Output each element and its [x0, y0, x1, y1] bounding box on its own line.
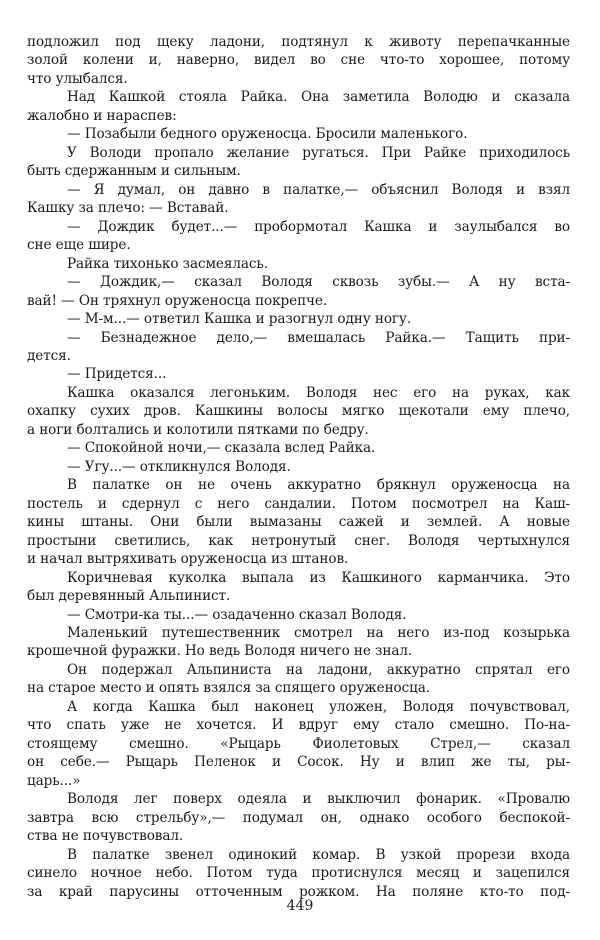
text-line-content: — Угу...— откликнулся Володя.	[67, 458, 291, 475]
text-line-content: а ноги болтались и колотили пятками по бедру.	[27, 421, 369, 438]
text-line	[27, 51, 570, 69]
text-line	[27, 125, 570, 143]
text-line	[27, 218, 570, 236]
text-line	[27, 33, 570, 51]
text-line	[27, 88, 570, 106]
text-line-content: — Дождик,— сказал Володя сквозь зубы.— А ну вста-	[67, 274, 570, 291]
paragraph	[27, 624, 570, 661]
text-line-content: — Спокойной ночи,— сказала вслед Райка.	[67, 440, 376, 457]
text-line-content: У Володи пропало желание ругаться. При Райке приходилось	[67, 144, 570, 161]
paragraph	[27, 329, 570, 366]
text-line-content: завтра всю стрельбу»,— подумал он, однако особого беспокой-	[27, 809, 570, 826]
text-line-content: золой колени и, наверно, видел во сне что-то хорошее, потому	[27, 52, 570, 69]
text-line-content: кины штаны. Они были вымазаны сажей и землей. А новые	[27, 514, 570, 531]
text-line-content: что спать уже не хочется. И вдруг ему стало смешно. По-на-	[27, 717, 570, 734]
text-line-content: за край парусины отточенным рожком. На поляне кто-то под-	[27, 883, 570, 900]
paragraph	[27, 365, 570, 383]
paragraph	[27, 661, 570, 698]
text-line	[27, 421, 570, 439]
text-line-content: — Позабыли бедного оруженосца. Бросили маленького.	[67, 126, 468, 143]
text-line-content: простыни светились, как нетронутый снег. Володя чертыхнулся	[27, 532, 570, 549]
text-line-content: Коричневая куколка выпала из Кашкиного карманчика. Это	[67, 569, 570, 586]
paragraph	[27, 439, 570, 457]
text-line-content: и начал вытряхивать оруженосца из штанов.	[27, 551, 349, 568]
text-line	[27, 384, 570, 402]
paragraph	[27, 310, 570, 328]
text-line-content: охапку сухих дров. Кашкины волосы мягко щекотали ему плечо,	[27, 403, 570, 420]
text-line	[27, 495, 570, 513]
text-line	[27, 790, 570, 808]
paragraph	[27, 569, 570, 606]
text-line-content: сне еще шире.	[27, 237, 131, 254]
text-line-content: Над Кашкой стояла Райка. Она заметила Володю и сказала	[67, 89, 570, 106]
text-line-content: — Смотри-ка ты...— озадаченно сказал Володя.	[67, 606, 407, 623]
text-line-content: Он подержал Альпиниста на ладони, аккуратно спрятал его	[67, 661, 570, 678]
text-line	[27, 476, 570, 494]
text-line-content: был деревянный Альпинист.	[27, 588, 231, 605]
text-line	[27, 107, 570, 125]
text-line	[27, 513, 570, 531]
text-line-content: жалобно и нараспев:	[27, 107, 177, 124]
text-line	[27, 827, 570, 845]
text-line	[27, 255, 570, 273]
text-line	[27, 735, 570, 753]
text-line	[27, 772, 570, 790]
paragraph	[27, 218, 570, 255]
text-line-content: А когда Кашка был наконец уложен, Володя почувствовал,	[67, 698, 570, 715]
text-line-content: вай! — Он тряхнул оруженосца покрепче.	[27, 292, 328, 309]
text-line	[27, 365, 570, 383]
text-line-content: — Безнадежное дело,— вмешалась Райка.— Тащить при-	[67, 329, 570, 346]
text-line-content: стоящему смешно. «Рыцарь Фиолетовых Стрел,— сказал	[27, 735, 570, 752]
text-line	[27, 329, 570, 347]
text-line-content: Райка тихонько засмеялась.	[67, 255, 268, 272]
text-line	[27, 347, 570, 365]
text-line	[27, 661, 570, 679]
text-line	[27, 458, 570, 476]
paragraph	[27, 181, 570, 218]
text-line	[27, 864, 570, 882]
text-line-content: — Придется...	[67, 366, 167, 383]
text-line	[27, 162, 570, 180]
text-line	[27, 569, 570, 587]
text-line-content: В палатке он не очень аккуратно брякнул оруженосца на	[67, 477, 570, 494]
text-line	[27, 199, 570, 217]
text-line-content: постель и сдернул с него сандалии. Потом посмотрел на Каш-	[27, 495, 570, 512]
text-line-content: синело ночное небо. Потом туда протиснулся месяц и зацепился	[27, 865, 570, 882]
text-line-content: — Дождик будет...— пробормотал Кашка и заулыбался во	[67, 218, 570, 235]
text-line	[27, 679, 570, 697]
text-line	[27, 402, 570, 420]
text-line	[27, 310, 570, 328]
text-line-content: дется.	[27, 347, 71, 364]
paragraph	[27, 384, 570, 439]
text-line	[27, 606, 570, 624]
paragraph	[27, 273, 570, 310]
text-line	[27, 698, 570, 716]
text-line-content: крошечной фуражки. Но ведь Володя ничего не знал.	[27, 643, 413, 660]
paragraph	[27, 698, 570, 790]
text-line-content: Маленький путешественник смотрел на него из-под козырька	[67, 625, 570, 641]
text-line	[27, 144, 570, 162]
text-line	[27, 624, 570, 642]
text-line-content: подложил под щеку ладони, подтянул к животу перепачканные	[27, 34, 570, 50]
text-line-content: Володя лег поверх одеяла и выключил фонарик. «Провалю	[67, 791, 570, 808]
text-line-content: Кашка оказался легоньким. Володя нес его на руках, как	[67, 384, 570, 401]
text-line-content: царь...»	[27, 772, 81, 789]
text-line	[27, 181, 570, 199]
text-line-content: что улыбался.	[27, 70, 128, 87]
paragraph	[27, 88, 570, 125]
paragraph	[27, 144, 570, 181]
text-line-content: он себе.— Рыцарь Пеленок и Сосок. Ну и влип же ты, ры-	[27, 754, 570, 771]
text-line	[27, 292, 570, 310]
text-line-content: В палатке звенел одинокий комар. В узкой прорези входа	[67, 846, 570, 863]
text-line	[27, 550, 570, 568]
paragraph	[27, 125, 570, 143]
text-line	[27, 809, 570, 827]
paragraph	[27, 476, 570, 568]
text-line	[27, 236, 570, 254]
paragraph	[27, 255, 570, 273]
text-line	[27, 273, 570, 291]
paragraph	[27, 458, 570, 476]
paragraph	[27, 606, 570, 624]
text-line	[27, 846, 570, 864]
text-line	[27, 532, 570, 550]
text-line-content: Кашку за плечо: — Вставай.	[27, 200, 229, 217]
paragraph	[27, 846, 570, 901]
page-body-text	[27, 33, 570, 901]
text-line	[27, 642, 570, 660]
text-line-content: быть сдержанным и сильным.	[27, 163, 241, 180]
text-line-content: — М-м...— ответил Кашка и разогнул одну ногу.	[67, 311, 412, 328]
text-line-content: — Я думал, он давно в палатке,— объяснил Володя и взял	[67, 181, 570, 198]
text-line	[27, 439, 570, 457]
page-number: 449	[286, 898, 314, 914]
text-line	[27, 716, 570, 734]
paragraph	[27, 33, 570, 88]
text-line-content: на старое место и опять взялся за спящего оруженосца.	[27, 680, 431, 697]
paragraph	[27, 790, 570, 845]
text-line	[27, 587, 570, 605]
text-line-content: ства не почувствовал.	[27, 828, 184, 845]
text-line	[27, 70, 570, 88]
text-line	[27, 753, 570, 771]
